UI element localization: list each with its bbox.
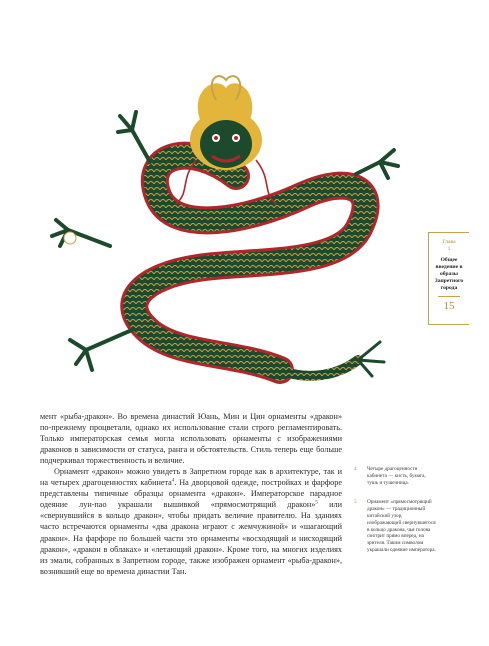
chapter-tab — [428, 232, 469, 325]
footnote — [354, 499, 436, 553]
footnotes — [354, 466, 436, 567]
dragon-illustration — [40, 70, 412, 400]
chapter-label: Глава — [442, 239, 456, 245]
footnote-number: 5 — [354, 499, 357, 506]
paragraph-text: или «свернувшийся в кольцо дракон», чтобы придать величие правителю. На зданиях часто встречаются орнаменты «два дракона играют с жемчужиной» и «шагающий дракон». На фарфоре по большей части это орнаменты «восходящий и нисходящий дракон», «дракон в облаках» и «летающий дракон». Кроме того, на многих изделиях из эмали, собранных в Запретном городе, также изображен орнамент «рыба-дракон», возникший еще во времена династии Тан. — [40, 500, 342, 576]
paragraph: мент «рыба-дракон». Во времена династий Юань, Мин и Цин орнаменты «дракон» по-прежнему процветали, однако их использование стали строго регламентировать. Только императорская семья могла использовать орнаменты с изображениями драконов в зависимости от статуса, ранга и обстоятельств. Стиль теперь еще больше подчеркивал торжественность и величие. — [40, 412, 342, 466]
chapter-title: Общее введение в образы Запретного города — [434, 257, 464, 291]
footnote-number: 4 — [354, 466, 357, 472]
footnote-ref-5: 5 — [315, 500, 318, 506]
footnote-text: Четыре драгоценности кабинета — кисть, бумага, тушь и тушечница. — [367, 466, 426, 486]
page-number: 15 — [443, 300, 455, 312]
paragraph — [40, 466, 342, 576]
dragon-pearl — [64, 232, 76, 244]
chapter-number: 1 — [447, 246, 451, 252]
body-text — [40, 411, 342, 577]
chapter-divider — [438, 296, 460, 297]
footnote — [354, 466, 436, 486]
paragraph-text: . На дворцовой одежде, постройках и фарфоре представлены типичные образцы орнамента «дракон». Императорское парадное одеяние лун-пао украшали вышивкой «прямосмотрящий дракон» — [40, 478, 342, 510]
footnote-ref-4: 4 — [171, 478, 175, 484]
footnote-text: Орнамент «прямосмотрящий дракон» — традиционный китайский узор, изображающий свернувшегося в кольцо дракона, чья голова смотрит прямо вперед, на зрителя. Таким символом украшали одеяние императора. — [367, 499, 436, 553]
paragraph-text: Орнамент «дракон» можно увидеть в Запретном городе как в архитектуре, так и на четырех драгоценностях кабинета — [40, 467, 342, 488]
